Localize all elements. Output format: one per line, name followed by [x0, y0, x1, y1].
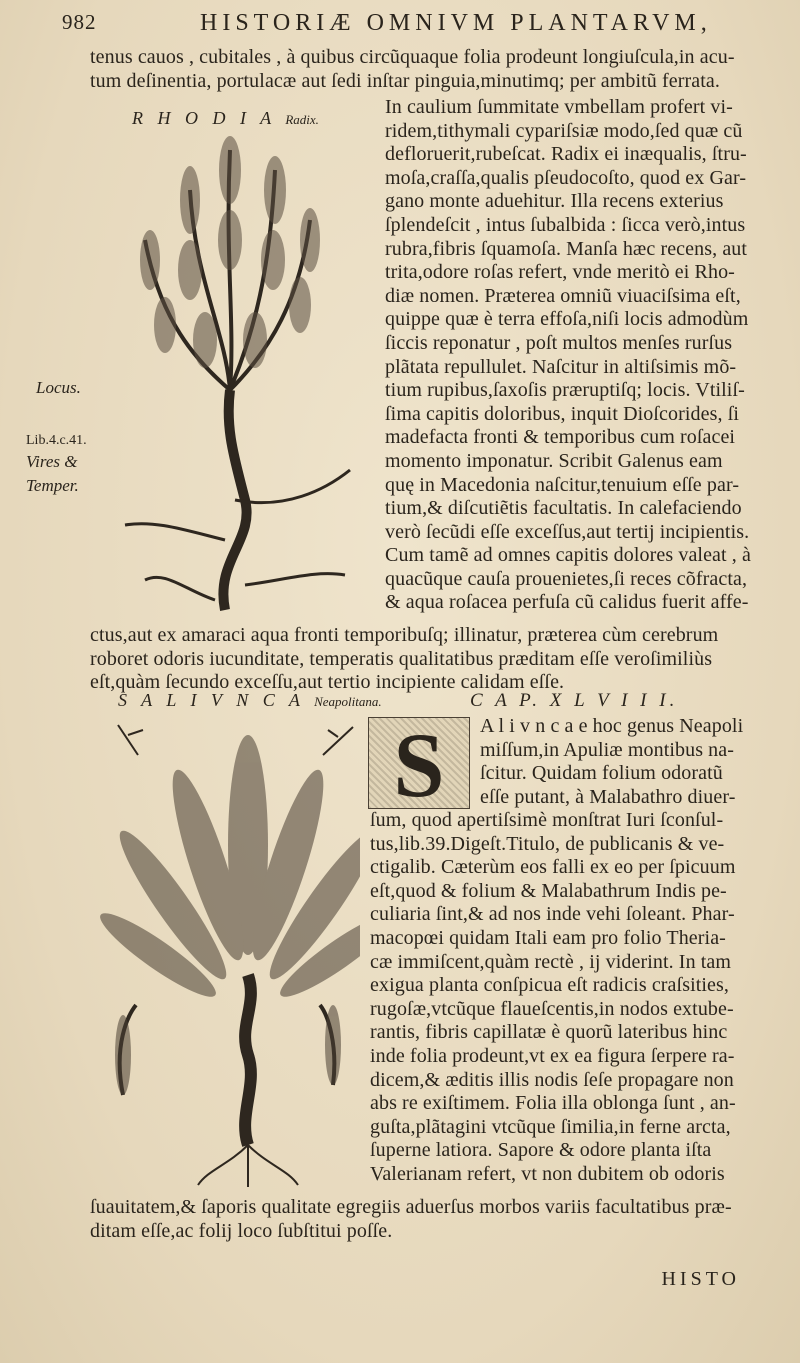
saliunca-text-block — [370, 809, 736, 1187]
running-header — [40, 10, 780, 40]
text-line: Valerianam refert, vt non dubitem ob odoris — [370, 1162, 725, 1185]
text-line: ſiccis reponatur , poſt multos menſes rurſus — [385, 331, 733, 354]
text-line: macopœi quidam Itali eam pro folio Theria- — [370, 926, 726, 949]
text-line: quippe quæ è terra effoſa,niſi locis admodùm — [385, 308, 749, 331]
text-line: roboret odoris iucunditate, temperatis qualitatibus præditam eſſe veroſimiliùs — [90, 647, 713, 670]
margin-note-locus: Locus. — [36, 378, 81, 397]
text-line: ſima capitis doloribus, inquit Dioſcorides, ſi — [385, 402, 740, 425]
top-text-block — [90, 46, 735, 93]
text-line: Cum tamẽ ad omnes capitis dolores valeat , à — [385, 544, 751, 567]
page-number: 982 — [62, 10, 97, 34]
text-line: quacũque cauſa prouenietes,ſi reces cõfracta, — [385, 567, 748, 590]
text-line: plãtata repullulet. Naſcitur in altiſsimis mõ- — [385, 355, 737, 378]
text-line: momento imponatur. Scribit Galenus eam — [385, 449, 723, 472]
text-line: diæ nomen. Præterea omniũ viuaciſsima eſt, — [385, 284, 741, 307]
margin-note-reference: Lib.4.c.41. — [26, 433, 87, 448]
text-line: rubra,fibris ſquamoſa. Manſa hæc recens, aut — [385, 237, 748, 260]
text-line: ctigalib. Cæterùm eos falli ex eo per ſpicuum — [370, 856, 736, 879]
rhodia-illustration — [105, 130, 360, 615]
text-line: rantis, fibris capillatæ è quorũ lateribus hinc — [370, 1021, 728, 1044]
catchword: HISTO — [661, 1268, 740, 1290]
text-line: ſuperne latiora. Sapore & odore planta iſta — [370, 1139, 712, 1162]
text-line: eſt,quod & folium & Malabathrum Indis pe- — [370, 879, 727, 902]
text-line: culiaria ſint,& ad nos inde vehi ſoleant. Phar- — [370, 903, 735, 926]
text-line: ſum, quod apertiſsimè monſtrat Iuri ſconſul- — [370, 809, 724, 831]
text-line: guſta,plãtagini vtcũque ſimilia,in ferne arcta, — [370, 1115, 731, 1138]
running-title: HISTORIÆ OMNIVM PLANTARVM, — [200, 10, 712, 36]
text-line: ditam eſſe,ac folij loco ſubſtitui poſſe. — [90, 1219, 393, 1242]
saliunca-caption: S A L I V N C A Neapolitana. — [118, 690, 382, 710]
text-line: In caulium ſummitate vmbellam profert vi- — [385, 96, 733, 118]
middle-text-block — [90, 624, 718, 695]
rhodia-caption: R H O D I A Radix. — [132, 108, 319, 128]
text-line: madefacta fronti & temporibus cum roſacei — [385, 426, 736, 449]
margin-note-vires: Vires & — [26, 452, 78, 471]
saliunca-illustration — [98, 715, 360, 1190]
text-line: A l i v n c a e hoc genus Neapoli — [480, 715, 744, 737]
text-line: dicem,& æditis illis nodis ſeſe propagare non — [370, 1068, 734, 1091]
text-line: trita,odore roſas refert, vnde meritò ei Rho- — [385, 261, 735, 284]
text-line: ſuauitatem,& ſaporis qualitate egregiis aduerſus morbos variis facultatibus præ- — [90, 1196, 732, 1218]
text-line: ſplendeſcit , intus ſubalbida : ſicca verò,intus — [385, 213, 746, 236]
text-line: miſſum,in Apuliæ montibus na- — [480, 738, 735, 761]
text-line: tus,lib.39.Digeſt.Titulo, de publicanis & ve- — [370, 832, 725, 855]
text-line: tium rupibus,ſaxoſis præruptiſq; locis. Vtiliſ- — [385, 379, 745, 402]
text-line: defloruerit,rubeſcat. Radix ei inæqualis, ſtru- — [385, 143, 747, 166]
text-line: abs re exiſtimem. Folia illa oblonga ſunt , an- — [370, 1092, 736, 1115]
text-line: ſcitur. Quidam folium odoratũ — [480, 762, 723, 785]
text-line: tenus cauos , cubitales , à quibus circũquaque folia prodeunt longiuſcula,in acu- — [90, 46, 735, 68]
text-line: gano monte aduehitur. Illa recens exterius — [385, 190, 724, 213]
text-line: eſſe putant, à Malabathro diuer- — [480, 785, 736, 808]
chapter-heading: C A P. X L V I I I. — [470, 690, 679, 711]
text-line: eſt,quàm ſecundo exceſſu,aut tertio incipiente calidam eſſe. — [90, 671, 565, 694]
text-line: verò ſecũdi eſſe exceſſus,aut tertij incipientis. — [385, 520, 750, 543]
text-line: inde folia prodeunt,vt ex ea figura ſerpere ra- — [370, 1044, 735, 1067]
text-line: cæ immiſcent,quàm rectè , ij viderint. In tam — [370, 950, 732, 973]
text-line: & aqua roſacea perfuſa cũ calidus fuerit affe- — [385, 591, 749, 614]
bottom-text-block — [90, 1196, 732, 1243]
decorated-initial — [368, 714, 470, 816]
text-line: quę in Macedonia naſcitur,tenuium eſſe par- — [385, 473, 740, 496]
text-line: ridem,tithymali cypariſsiæ modo,ſed quæ cũ — [385, 119, 743, 142]
initial-letter: S — [393, 714, 445, 816]
rhodia-text-block — [385, 96, 751, 615]
text-line: exigua planta conſpicua eſt radicis craſsities, — [370, 974, 730, 997]
margin-note-temper: Temper. — [26, 476, 79, 495]
text-line: moſa,craſſa,qualis pſeudocoſto, quod ex Gar- — [385, 166, 747, 189]
text-line: ctus,aut ex amaraci aqua fronti temporibuſq; illinatur, præterea cùm cerebrum — [90, 624, 719, 646]
text-line: tium,& diſcutiẽtis facultatis. In calefaciendo — [385, 497, 742, 520]
text-line: rugoſæ,vtcũque flaueſcentis,in nodos extube- — [370, 997, 734, 1020]
saliunca-text-block-indent — [480, 715, 743, 809]
text-line: tum deſinentia, portulacæ aut ſedi inſtar pinguia,minutimq; per ambitũ ferrata. — [90, 69, 720, 92]
